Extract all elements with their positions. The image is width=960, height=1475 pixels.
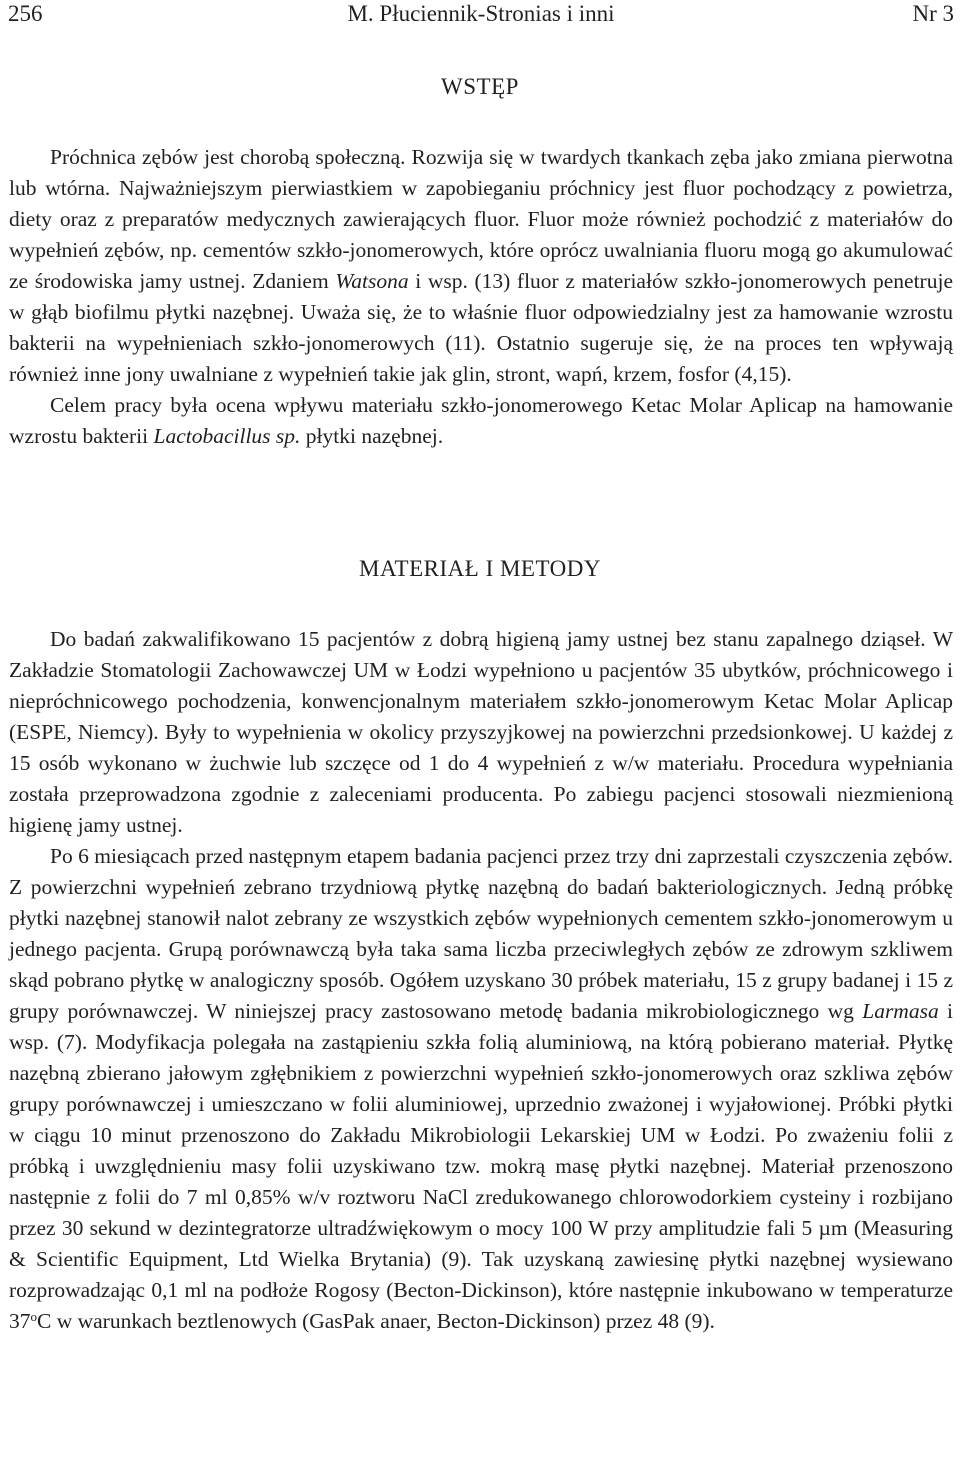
running-authors: M. Płuciennik-Stronias i inni (347, 1, 615, 26)
author-name-italic: Larmasa (862, 999, 939, 1023)
paragraph-text: i wsp. (13) fluor z materiałów szkło-jonomerowych penetruje w głąb biofilmu płytki nazębnej. Uważa się, że to właśnie fluor odpowiedzialny jest za hamowanie wzrostu bakterii na wypełnieniach szkło-jonomerowych (11). Ostatnio sugeruje się, że na proces ten wpływają również inne jony uwalniane z wypełnień takie jak glin, stront, wapń, krzem, fosfor (4,15). (9, 269, 953, 386)
section-heading-introduction: WSTĘP (441, 74, 519, 99)
methods-section (9, 624, 953, 1337)
page-number: 256 (8, 1, 43, 26)
methods-paragraph-2 (9, 841, 953, 1337)
issue-number: Nr 3 (912, 1, 954, 26)
paragraph-text: i wsp. (7). Modyfikacja polegała na zastąpieniu szkła folią aluminiową, na którą pobierano materiał. Płytkę nazębną zbierano jałowym zgłębnikiem z powierzchni wypełnień szkło-jonomerowych oraz szkliwa zębów grupy porównawczej i umieszczano w folii aluminiowej, uprzednio zważonej i wyjałowionej. Próbki płytki w ciągu 10 minut przenoszono do Zakładu Mikrobiologii Lekarskiej UM w Łodzi. Po zważeniu folii z próbką i uwzględnieniu masy folii uzyskiwano tzw. mokrą masę płytki nazębnej. Materiał przenoszono następnie z folii do 7 ml 0,85% w/v roztworu NaCl zredukowanego chlorowodorkiem cysteiny i rozbijano przez 30 sekund w dezintegratorze ultradźwiękowym o mocy 100 W przy amplitudzie fali 5 µm (Measuring & Scientific Equipment, Ltd Wielka Brytania) (9). Tak uzyskaną zawiesinę płytki nazębnej wysiewano rozprowadzając 0,1 ml na podłoże Rogosy (Becton-Dickinson), które następnie inkubowano w temperaturze 37 (9, 999, 954, 1333)
running-header (8, 0, 954, 34)
paragraph-text: płytki nazębnej. (300, 424, 444, 448)
introduction-paragraph-1 (9, 142, 953, 390)
paragraph-text: C w warunkach beztlenowych (GasPak anaer, Becton-Dickinson) przez 48 (9). (37, 1309, 715, 1333)
paragraph-text: Po 6 miesiącach przed następnym etapem badania pacjenci przez trzy dni zaprzestali czyszczenia zębów. Z powierzchni wypełnień zebrano trzydniową płytkę nazębną do badań bakteriologicznych. Jedną próbkę płytki nazębnej stanowił nalot zebrany ze wszystkich zębów wypełnionych cementem szkło-jonomerowym u jednego pacjenta. Grupą porównawczą była taka sama liczba przeciwległych zębów ze zdrowym szkliwem skąd pobrano płytkę w analogiczny sposób. Ogółem uzyskano 30 próbek materiału, 15 z grupy badanej i 15 z grupy porównawczej. W niniejszej pracy zastosowano metodę badania mikrobiologicznego wg (9, 844, 953, 1023)
author-name-italic: Watsona (335, 269, 409, 293)
methods-paragraph-1: Do badań zakwalifikowano 15 pacjentów z dobrą higieną jamy ustnej bez stanu zapalnego dziąseł. W Zakładzie Stomatologii Zachowawczej UM w Łodzi wypełniono u pacjentów 35 ubytków, próchnicowego i niepróchnicowego pochodzenia, konwencjonalnym materiałem szkło-jonomerowym Ketac Molar Aplicap (ESPE, Niemcy). Były to wypełnienia w okolicy przyszyjkowej na powierzchni przedsionkowej. U każdej z 15 osób wykonano w żuchwie lub szczęce od 1 do 4 wypełnień z w/w materiału. Procedura wypełniania została przeprowadzona zgodnie z zaleceniami producenta. Po zabiegu pacjenci stosowali niezmienioną higienę jamy ustnej. (9, 627, 953, 837)
introduction-paragraph-2 (9, 390, 953, 452)
paragraph-text: Celem pracy była ocena wpływu materiału szkło-jonomerowego Ketac Molar Aplicap na hamowanie wzrostu bakterii (9, 393, 953, 448)
paragraph-text: Próchnica zębów jest chorobą społeczną. Rozwija się w twardych tkankach zęba jako zmiana pierwotna lub wtórna. Najważniejszym pierwiastkiem w zapobieganiu próchnicy jest fluor pochodzący z powietrza, diety oraz z preparatów medycznych zawierających fluor. Fluor może również pochodzić z materiałów do wypełnień zębów, np. cementów szkło-jonomerowych, które oprócz uwalniania fluoru mogą go akumulować ze środowiska jamy ustnej. Zdaniem (9, 145, 953, 293)
introduction-section (9, 142, 953, 452)
degree-superscript: o (30, 1309, 37, 1324)
species-name-italic: Lactobacillus sp. (153, 424, 301, 448)
section-heading-methods: MATERIAŁ I METODY (359, 556, 601, 581)
